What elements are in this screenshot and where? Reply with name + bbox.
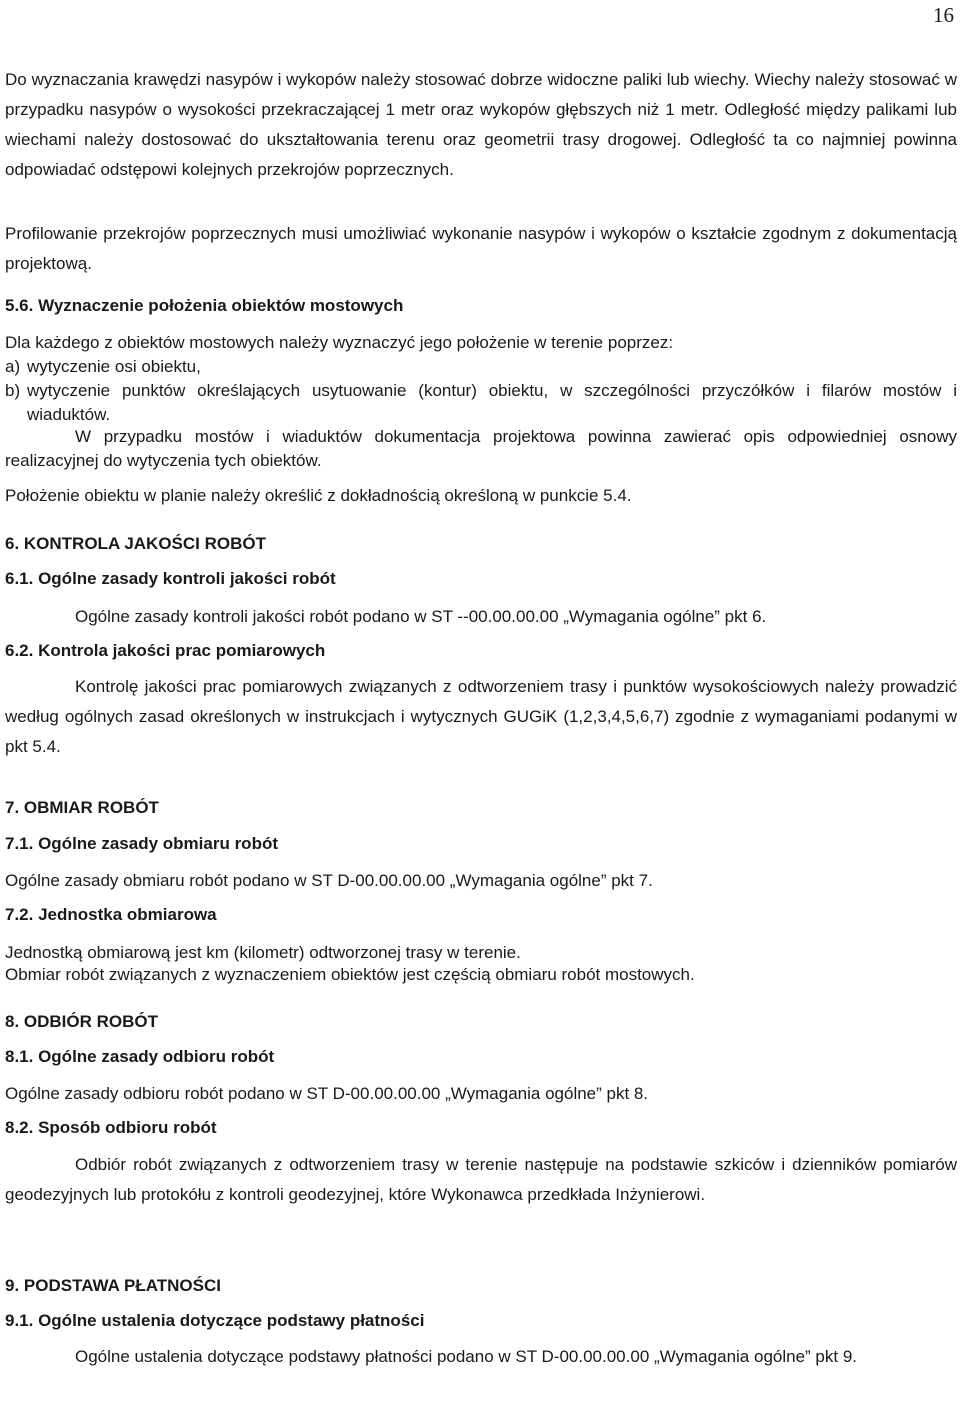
heading-8-2: 8.2. Sposób odbioru robót: [5, 1118, 217, 1137]
list-marker: a): [5, 357, 21, 376]
heading-5-6: 5.6. Wyznaczenie położenia obiektów mostowych: [5, 296, 404, 315]
page-number: 16: [933, 3, 954, 27]
list-item-text: wytyczenie osi obiektu,: [27, 357, 201, 376]
heading-8: 8. ODBIÓR ROBÓT: [5, 1012, 159, 1031]
heading-9: 9. PODSTAWA PŁATNOŚCI: [5, 1276, 221, 1295]
heading-7-2: 7.2. Jednostka obmiarowa: [5, 905, 217, 924]
paragraph-unit-objects: Obmiar robót związanych z wyznaczeniem obiektów jest częścią obmiaru robót mostowych.: [5, 965, 695, 984]
list-marker: b): [5, 381, 21, 400]
paragraph-acceptance-method: Odbiór robót związanych z odtworzeniem trasy w terenie następuje na podstawie szkiców i dzienników pomiarów geodezyjnych lub protokółu z kontroli geodezyjnej, które Wykonawca przedkłada Inżynierowi.: [5, 1155, 957, 1204]
paragraph-stakes: Do wyznaczania krawędzi nasypów i wykopów należy stosować dobrze widoczne paliki lub wiechy. Wiechy należy stosować w przypadku nasypów o wysokości przekraczającej 1 metr oraz wykopów głębszych niż 1 metr. Odległość między palikami lub wiechami należy dostosować do ukształtowania terenu oraz geometrii trasy drogowej. Odległość ta co najmniej powinna odpowiadać odstępowi kolejnych przekrojów poprzecznych.: [5, 70, 957, 179]
paragraph-acceptance: Ogólne zasady odbioru robót podano w ST D-00.00.00.00 „Wymagania ogólne” pkt 8.: [5, 1084, 649, 1103]
heading-6-2: 6.2. Kontrola jakości prac pomiarowych: [5, 641, 326, 660]
heading-6-1: 6.1. Ogólne zasady kontroli jakości robót: [5, 569, 336, 588]
heading-8-1: 8.1. Ogólne zasady odbioru robót: [5, 1047, 275, 1066]
heading-7: 7. OBMIAR ROBÓT: [5, 798, 159, 817]
list-item-a: [5, 355, 957, 379]
paragraph-measurement: Ogólne zasady obmiaru robót podano w ST D-00.00.00.00 „Wymagania ogólne” pkt 7.: [5, 871, 653, 890]
paragraph-quality-control: Ogólne zasady kontroli jakości robót podano w ST --00.00.00.00 „Wymagania ogólne” pkt 6.: [75, 607, 767, 626]
heading-7-1: 7.1. Ogólne zasady obmiaru robót: [5, 834, 278, 853]
list-item-b: [5, 379, 957, 427]
paragraph-object-position: Położenie obiektu w planie należy określić z dokładnością określoną w punkcie 5.4.: [5, 486, 632, 505]
paragraph-survey-control: Kontrolę jakości prac pomiarowych związanych z odtworzeniem trasy i punktów wysokościowych należy prowadzić według ogólnych zasad określonych w instrukcjach i wytycznych GUGiK (1,2,3,4,5,6,7) zgodnie z wymaganiami podanymi w pkt 5.4.: [5, 677, 957, 756]
paragraph-bridge-objects: Dla każdego z obiektów mostowych należy wyznaczyć jego położenie w terenie poprzez:: [5, 333, 674, 352]
paragraph-payment: Ogólne ustalenia dotyczące podstawy płatności podano w ST D-00.00.00.00 „Wymagania ogólne” pkt 9.: [75, 1347, 857, 1366]
paragraph-unit: Jednostką obmiarową jest km (kilometr) odtworzonej trasy w terenie.: [5, 943, 521, 962]
paragraph-profiling: Profilowanie przekrojów poprzecznych musi umożliwiać wykonanie nasypów i wykopów o kształcie zgodnym z dokumentacją projektową.: [5, 224, 957, 273]
paragraph-bridges-docs: W przypadku mostów i wiaduktów dokumentacja projektowa powinna zawierać opis odpowiedniej osnowy realizacyjnej do wytyczenia tych obiektów.: [5, 427, 957, 470]
list-item-text: wytyczenie punktów określających usytuowanie (kontur) obiektu, w szczególności przyczółków i filarów mostów i wiaduktów.: [27, 381, 957, 424]
heading-6: 6. KONTROLA JAKOŚCI ROBÓT: [5, 534, 266, 553]
heading-9-1: 9.1. Ogólne ustalenia dotyczące podstawy płatności: [5, 1311, 425, 1330]
